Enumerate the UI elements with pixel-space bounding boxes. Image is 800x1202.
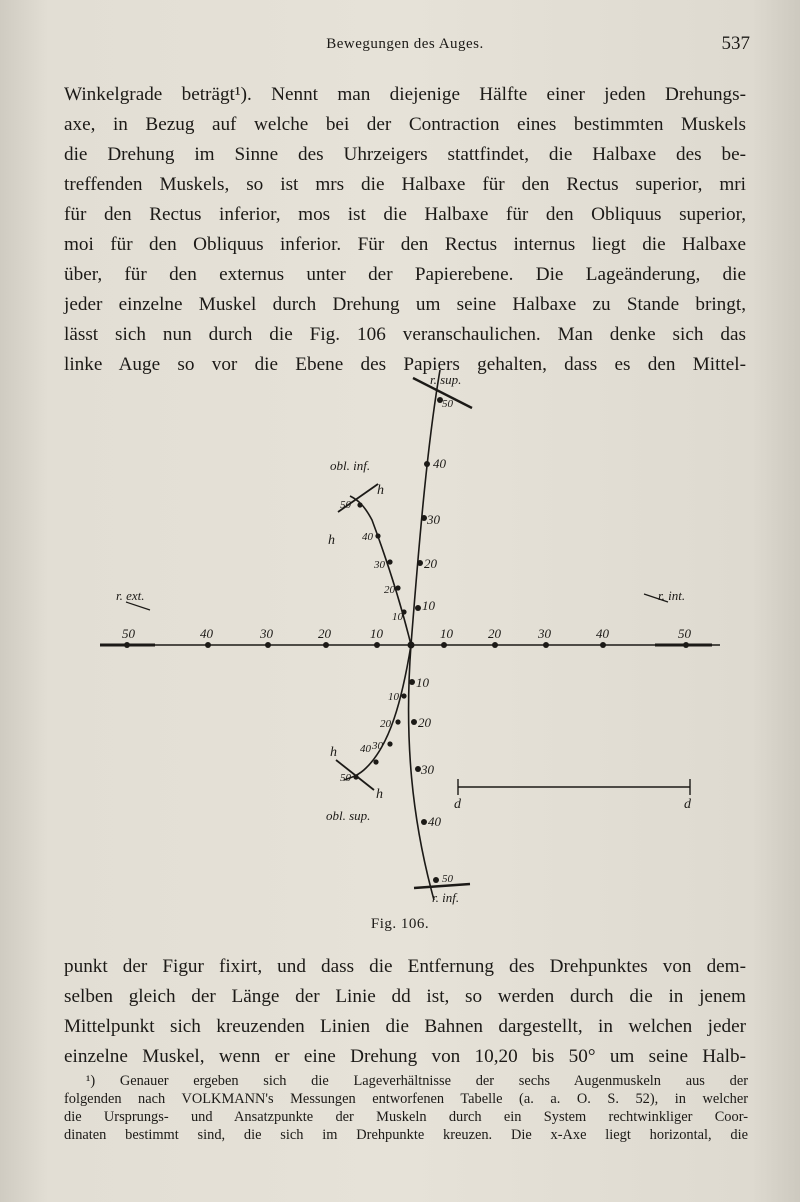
footnote-line: folgenden nach VOLKMANN's Messungen entworfenen Tabelle (a. a. O. S. 52), in welcher: [64, 1091, 748, 1107]
h-tick-label: 50: [678, 626, 691, 641]
tick-dot: [492, 642, 498, 648]
tick-dot: [415, 605, 421, 611]
label-r-int: r. int.: [658, 588, 686, 603]
text-line: Winkelgrade beträgt¹). Nennt man diejenige Hälfte einer jeden Drehungs-: [64, 84, 746, 105]
obl-tick-label: 40: [362, 531, 373, 543]
h-tick-label: 20: [318, 626, 331, 641]
tick-dot: [441, 642, 447, 648]
text-line: axe, in Bezug auf welche bei der Contraction eines bestimmten Muskels: [64, 114, 746, 135]
tick-dot: [395, 719, 400, 724]
tick-dot: [375, 533, 380, 538]
text-line: jeder einzelne Muskel durch Drehung um seine Halbaxe zu Stande bringt,: [64, 294, 746, 315]
h-tick-label: 30: [260, 626, 273, 641]
running-title: Bewegungen des Auges.: [326, 36, 484, 52]
text-line: Mittelpunkt sich kreuzenden Linien die Bahnen dargestellt, in welchen jeder: [64, 1016, 746, 1037]
label-r-sup: r. sup.: [430, 372, 462, 387]
tick-dot: [543, 642, 549, 648]
obl-tick-label: 40: [360, 743, 371, 755]
tick-dot: [323, 642, 329, 648]
tick-dot: [409, 679, 415, 685]
v-tick-label: 10: [416, 675, 429, 690]
label-d-right: d: [684, 797, 691, 812]
footnote: [64, 1072, 748, 1144]
figure-106-muscle-paths: [60, 360, 760, 920]
figure-caption: Fig. 106.: [370, 916, 430, 932]
h-tick-label: 40: [200, 626, 213, 641]
v-tick-label: 30: [427, 512, 440, 527]
obliquus-superior-path: [344, 645, 411, 780]
text-line: linke Auge so vor die Ebene des Papiers gehalten, dass es den Mittel-: [64, 354, 746, 375]
label-obl-sup: obl. sup.: [326, 808, 371, 823]
v-tick-label: 10: [422, 598, 435, 613]
h-tick-label: 40: [596, 626, 609, 641]
tick-dot: [265, 642, 271, 648]
tick-dot: [433, 877, 439, 883]
h-tick-label: 10: [370, 626, 383, 641]
footnote-line: die Ursprungs- und Ansatzpunkte der Muskeln durch ein System rechtwinkliger Coor-: [64, 1109, 748, 1125]
main-paragraph: [64, 80, 746, 380]
v-tick-label: 40: [428, 814, 441, 829]
v-tick-label: 40: [433, 456, 446, 471]
v-tick-label: 50: [442, 873, 453, 885]
label-r-ext: r. ext.: [116, 588, 145, 603]
tick-dot: [353, 774, 358, 779]
v-tick-label: 20: [424, 556, 437, 571]
label-h: h: [377, 483, 384, 498]
label-d-left: d: [454, 797, 461, 812]
tick-dot: [683, 642, 689, 648]
tick-dot: [374, 642, 380, 648]
obl-tick-label: 10: [388, 691, 399, 703]
tick-dot: [395, 585, 400, 590]
footnote-line: dinaten bestimmt sind, die sich im Drehpunkte kreuzen. Die x-Axe liegt horizontal, die: [64, 1127, 748, 1143]
running-header: [60, 33, 750, 60]
text-line: über, für den externus unter der Papierebene. Die Lageänderung, die: [64, 264, 746, 285]
label-h: h: [330, 745, 337, 760]
r-ext-pointer: [126, 602, 150, 610]
text-line: selben gleich der Länge der Linie dd ist, so werden durch die in jenem: [64, 986, 746, 1007]
h-tick-label: 50: [122, 626, 135, 641]
page-number: 537: [721, 33, 750, 54]
obl-tick-label: 10: [392, 611, 403, 623]
v-tick-label: 50: [442, 398, 453, 410]
tick-dot: [387, 741, 392, 746]
v-tick-label: 30: [421, 762, 434, 777]
tick-dot: [387, 559, 392, 564]
text-line: moi für den Obliquus inferior. Für den Rectus internus liegt die Halbaxe: [64, 234, 746, 255]
text-line: für den Rectus inferior, mos ist die Halbaxe für den Obliquus superior,: [64, 204, 746, 225]
h-tick-label: 10: [440, 626, 453, 641]
h-tick-label: 30: [538, 626, 551, 641]
obl-tick-label: 50: [340, 772, 351, 784]
center-dot: [408, 642, 415, 649]
tick-dot: [401, 693, 406, 698]
continuation-paragraph: [64, 952, 746, 1072]
text-line: treffenden Muskels, so ist mrs die Halbaxe für den Rectus superior, mri: [64, 174, 746, 195]
label-r-inf: r. inf.: [432, 890, 460, 905]
v-tick-label: 20: [418, 715, 431, 730]
tick-dot: [205, 642, 211, 648]
text-line: punkt der Figur fixirt, und dass die Entfernung des Drehpunktes von dem-: [64, 956, 746, 977]
tick-dot: [600, 642, 606, 648]
h-tick-label: 20: [488, 626, 501, 641]
label-h: h: [328, 533, 335, 548]
text-line: die Drehung im Sinne des Uhrzeigers stattfindet, die Halbaxe des be-: [64, 144, 746, 165]
tick-dot: [373, 759, 378, 764]
obl-tick-label: 30: [374, 559, 385, 571]
tick-dot: [357, 502, 362, 507]
obl-tick-label: 30: [372, 740, 383, 752]
label-h: h: [376, 787, 383, 802]
obl-tick-label: 20: [384, 584, 395, 596]
obl-tick-label: 20: [380, 718, 391, 730]
tick-dot: [411, 719, 417, 725]
text-line: einzelne Muskel, wenn er eine Drehung von 10,20 bis 50° um seine Halb-: [64, 1046, 746, 1067]
tick-dot: [417, 560, 423, 566]
tick-dot: [421, 819, 427, 825]
tick-dot: [424, 461, 430, 467]
label-obl-inf: obl. inf.: [330, 458, 371, 473]
footnote-line: ¹) Genauer ergeben sich die Lageverhältnisse der sechs Augenmuskeln aus der: [86, 1073, 748, 1089]
obl-tick-label: 50: [340, 499, 351, 511]
tick-dot: [124, 642, 130, 648]
text-line: lässt sich nun durch die Fig. 106 veranschaulichen. Man denke sich das: [64, 324, 746, 345]
